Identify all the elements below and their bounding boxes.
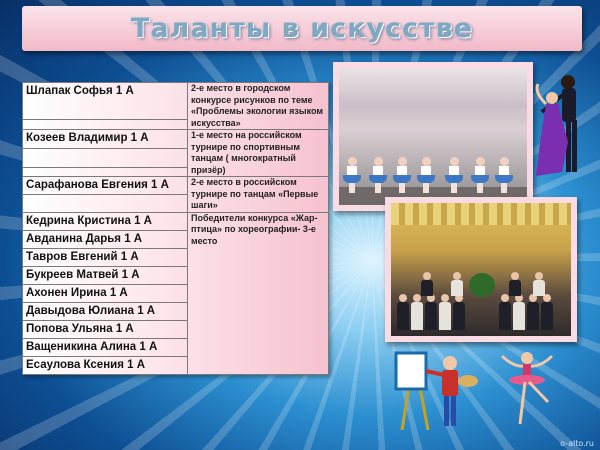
person-figure [533,272,545,296]
title-bar [22,6,582,51]
table-row [23,212,329,230]
group-photo [391,203,571,336]
hall-wall [391,203,571,225]
student-name: Тавров Евгений 1 А [23,248,188,266]
person-figure [513,294,525,330]
person-figure [499,294,511,330]
spacer-cell [23,167,188,176]
students-table [22,82,329,375]
table-row [23,130,329,149]
person-figure [439,294,451,330]
achievement-cell: 1-е место на российском турнире по спортивным танцам ( многократный призёр) [188,130,329,177]
student-name: Козеев Владимир 1 А [23,130,188,149]
person-figure [397,294,409,330]
student-name: Ахонен Ирина 1 А [23,284,188,302]
person-figure [451,272,463,296]
spacer-cell [23,195,188,212]
dancer-figure [421,157,431,191]
student-name: Давыдова Юлиана 1 А [23,302,188,320]
student-name: Авданина Дарья 1 А [23,230,188,248]
person-figure [411,294,423,330]
plant [469,273,495,297]
achievement-cell: Победители конкурса «Жар- птица» по хореографии- 3-е место [188,212,329,374]
student-name: Сарафанова Евгения 1 А [23,177,188,195]
spacer-cell [23,148,188,167]
ballroom-dancers-clipart [528,72,594,190]
student-name: Есаулова Ксения 1 А [23,356,188,374]
footer-credit: o-alto.ru [560,439,594,448]
student-name: Попова Ульяна 1 А [23,320,188,338]
dance-photo [339,68,527,205]
painter-easel-clipart [392,345,482,430]
ballerina-clipart [492,348,562,428]
achievement-cell: 2-е место в российском турнире по танцам «Первые шаги» [188,177,329,213]
person-figure [453,294,465,330]
student-name: Букреев Матвей 1 А [23,266,188,284]
person-figure [425,294,437,330]
dance-photo-frame [333,62,533,211]
table-row [23,177,329,195]
stage-curtain [339,68,527,108]
slide-title: Таланты в искусстве [130,13,474,44]
student-name: Ващеникина Алина 1 А [23,338,188,356]
dancer-figure [347,157,357,191]
person-figure [421,272,433,296]
group-photo-frame [385,197,577,342]
dancer-figure [373,157,383,191]
person-figure [541,294,553,330]
dancer-figure [397,157,407,191]
student-name: Шлапак Софья 1 А [23,83,188,120]
dancer-figure [475,157,485,191]
spacer-cell [23,119,188,129]
table-row [23,83,329,120]
person-figure [527,294,539,330]
dancer-figure [449,157,459,191]
achievement-cell: 2-е место в городском конкурсе рисунков по теме «Проблемы экологии языком искусства» [188,83,329,130]
person-figure [509,272,521,296]
dancer-figure [499,157,509,191]
student-name: Кедрина Кристина 1 А [23,212,188,230]
